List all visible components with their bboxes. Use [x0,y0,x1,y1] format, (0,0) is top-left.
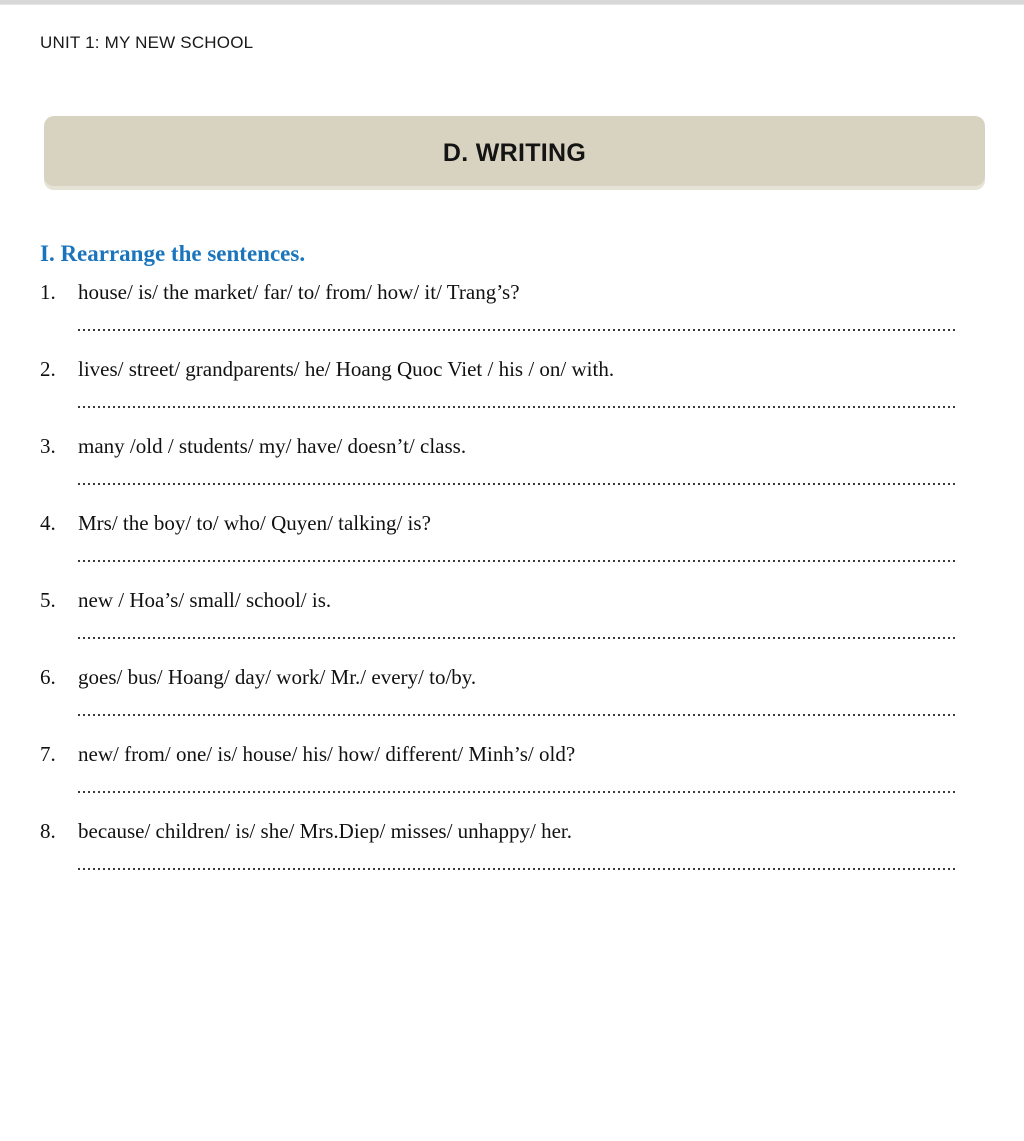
page-top-border [0,0,1024,5]
answer-blank-line [78,328,955,331]
item-number: 8. [40,819,56,843]
exercise-item [40,818,984,895]
item-number: 3. [40,434,56,458]
item-number: 7. [40,742,56,766]
exercise-item-list [40,279,984,895]
exercise-item [40,356,984,433]
answer-blank-line [78,713,955,716]
item-text: many /old / students/ my/ have/ doesn’t/ class. [78,434,467,458]
sentence-row [40,433,984,459]
answer-blank-line [78,482,955,485]
sentence-row [40,356,984,382]
item-text: Mrs/ the boy/ to/ who/ Quyen/ talking/ is? [78,511,431,535]
item-text: goes/ bus/ Hoang/ day/ work/ Mr./ every/ to/by. [78,665,477,689]
exercise-item [40,510,984,587]
sentence-row [40,818,984,844]
item-text: lives/ street/ grandparents/ he/ Hoang Quoc Viet / his / on/ with. [78,357,615,381]
item-text: new / Hoa’s/ small/ school/ is. [78,588,332,612]
item-number: 5. [40,588,56,612]
exercise-item [40,587,984,664]
answer-blank-line [78,790,955,793]
sentence-row [40,664,984,690]
exercise-item [40,433,984,510]
exercise-item [40,279,984,356]
item-number: 2. [40,357,56,381]
item-number: 6. [40,665,56,689]
item-number: 1. [40,280,56,304]
sentence-row [40,741,984,767]
item-text: because/ children/ is/ she/ Mrs.Diep/ misses/ unhappy/ her. [78,819,572,843]
answer-blank-line [78,867,955,870]
section-banner-title: D. WRITING [442,138,587,167]
sentence-row [40,510,984,536]
section-banner [44,116,985,190]
item-text: house/ is/ the market/ far/ to/ from/ how/ it/ Trang’s? [78,280,520,304]
sentence-row [40,587,984,613]
answer-blank-line [78,636,955,639]
item-number: 4. [40,511,56,535]
exercise-item [40,741,984,818]
answer-blank-line [78,405,955,408]
answer-blank-line [78,559,955,562]
item-text: new/ from/ one/ is/ house/ his/ how/ different/ Minh’s/ old? [78,742,576,766]
unit-title: UNIT 1: MY NEW SCHOOL [40,33,254,52]
exercise-item [40,664,984,741]
sentence-row [40,279,984,305]
exercise-heading: I. Rearrange the sentences. [40,241,306,266]
